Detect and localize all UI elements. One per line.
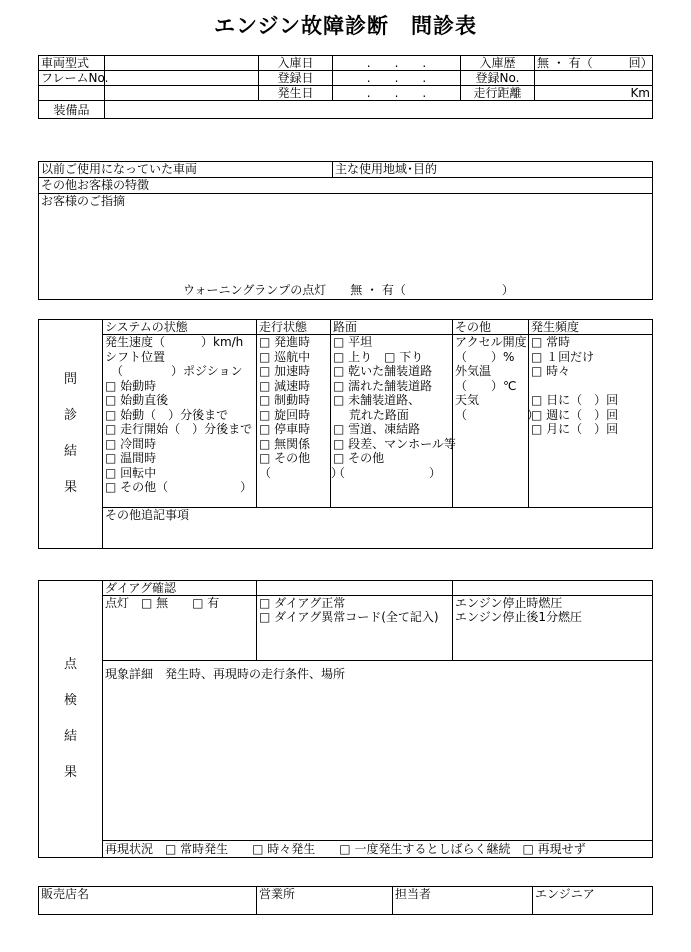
list-item: □ 始動（ ）分後まで <box>105 407 229 422</box>
driving-items[interactable] <box>257 335 344 508</box>
list-item: （ ） <box>259 465 344 480</box>
reproduction-status-label: 再現状況 □ 常時発生 □ 時々発生 □ 一度発生するとしばらく継続 □ 再現せず <box>105 842 586 856</box>
list-item: □ 停車時 <box>259 422 311 436</box>
registration-date-field[interactable]: . . . <box>333 71 461 86</box>
page-title: エンジン故障診断 問診表 <box>214 14 477 38</box>
list-item: □ 濡れた舗装道路 <box>333 378 433 393</box>
footer-table <box>38 886 653 915</box>
frame-label: フレームNo. <box>39 71 105 86</box>
system-items[interactable] <box>103 335 257 508</box>
system-header: システムの状態 <box>103 320 257 335</box>
list-item: （ ）ポジション <box>105 364 243 378</box>
list-item: □ 日に（ ）回 <box>531 393 619 407</box>
lamp-field[interactable] <box>103 596 257 661</box>
additional-notes-label: その他追記事項 <box>105 508 190 522</box>
list-item: □ 上り □ 下り <box>333 349 424 364</box>
warning-lamp-label: ウォーニングランプの点灯 無 ・ 有（ ） <box>183 283 514 297</box>
list-item: □ 雪道、凍結路 <box>333 422 421 436</box>
list-item: □ 無関係 <box>259 436 311 451</box>
engineer-field[interactable] <box>533 887 653 915</box>
reproduction-status-row[interactable] <box>103 841 653 858</box>
list-item: □ １回だけ <box>531 349 595 364</box>
diag-check-label: ダイアグ確認 <box>103 581 257 596</box>
other-header: その他 <box>453 320 529 335</box>
list-item: □ 冷間時 <box>105 436 157 451</box>
model-field[interactable] <box>105 56 259 71</box>
list-item: □ 月に（ ）回 <box>531 422 619 436</box>
phenomenon-detail-label: 現象詳細 発生時、再現時の走行条件、場所 <box>105 667 346 681</box>
mileage-field[interactable]: Km <box>535 86 653 101</box>
equipment-label: 装備品 <box>39 101 105 119</box>
list-item: （ ） <box>455 407 540 422</box>
diag-result-field[interactable] <box>257 596 453 661</box>
list-item: □ 温間時 <box>105 451 157 465</box>
features-label: その他お客様の特徴 <box>39 178 653 194</box>
list-item: □ 常時 <box>531 335 571 349</box>
entry-history-label: 入庫歴 <box>461 56 535 71</box>
registration-no-field[interactable] <box>535 71 653 86</box>
list-item: □ 回転中 <box>105 465 157 480</box>
list-item: □ 未舗装道路、 <box>333 393 421 407</box>
diag-result-header <box>257 581 453 596</box>
blank-label-cell <box>39 86 105 101</box>
previous-vehicle-label: 以前ご使用になっていた車両 <box>39 162 333 178</box>
list-item: □ 時々 <box>531 364 571 378</box>
registration-date-label: 登録日 <box>259 71 333 86</box>
dealer-field[interactable] <box>39 887 257 915</box>
fuel-pressure-header <box>453 581 653 596</box>
list-item: （ ） <box>333 465 442 480</box>
list-item: □ 平坦 <box>333 335 373 349</box>
list-item: □ 週に（ ）回 <box>531 407 619 422</box>
list-item: （ ）% <box>455 349 515 364</box>
driving-header: 走行状態 <box>257 320 331 335</box>
occurrence-date-label: 発生日 <box>259 86 333 101</box>
fuel-pressure-stop-label: エンジン停止時燃圧 <box>455 596 563 610</box>
entry-date-label: 入庫日 <box>259 56 333 71</box>
list-item: □ 巡航中 <box>259 349 311 364</box>
lamp-label: 点灯 □ 無 □ 有 <box>105 596 220 610</box>
frame-field[interactable] <box>105 71 259 86</box>
list-item: □ 制動時 <box>259 393 311 407</box>
list-item: □ 始動時 <box>105 378 157 393</box>
entry-history-field[interactable]: 無 ・ 有（ 回） <box>535 56 653 71</box>
list-item: 外気温 <box>455 364 492 378</box>
fuel-pressure-field[interactable] <box>453 596 653 661</box>
usage-region-label: 主な使用地域･目的 <box>333 162 653 178</box>
phenomenon-detail-field[interactable] <box>103 661 653 841</box>
list-item: □ その他 <box>259 451 311 465</box>
mileage-label: 走行距離 <box>461 86 535 101</box>
person-field[interactable] <box>393 887 533 915</box>
customer-info-table <box>38 161 653 300</box>
diag-abnormal-option[interactable]: □ ダイアグ異常コード(全て記入) <box>259 610 439 624</box>
office-field[interactable] <box>257 887 393 915</box>
entry-date-field[interactable]: . . . <box>333 56 461 71</box>
list-item: □ 段差、マンホール等 <box>333 436 456 451</box>
list-item: □ その他 <box>333 451 385 465</box>
additional-notes-field[interactable] <box>103 508 653 549</box>
frequency-items[interactable] <box>529 335 653 508</box>
diag-normal-option[interactable]: □ ダイアグ正常 <box>259 596 346 610</box>
road-header: 路面 <box>331 320 453 335</box>
list-item <box>531 379 650 394</box>
model-label: 車両型式 <box>39 56 105 71</box>
list-item: アクセル開度 <box>455 335 527 349</box>
other-items[interactable] <box>453 335 540 508</box>
list-item: □ 旋回時 <box>259 407 311 422</box>
occurrence-date-field[interactable]: . . . <box>333 86 461 101</box>
inspection-result-table <box>38 580 653 858</box>
person-label: 担当者 <box>395 887 432 901</box>
registration-no-label: 登録No. <box>461 71 535 86</box>
dealer-label: 販売店名 <box>41 887 90 901</box>
engineer-label: エンジニア <box>535 887 595 901</box>
equipment-field[interactable] <box>105 101 653 119</box>
inspection-section-label: 点 検 結 果 <box>39 581 103 858</box>
interview-section-label: 問 診 結 果 <box>39 320 103 549</box>
list-item: 荒れた路面 <box>333 407 409 422</box>
list-item: □ 始動直後 <box>105 393 169 407</box>
list-item: （ ）℃ <box>455 378 517 393</box>
remarks-label: お客様のご指摘 <box>41 194 126 208</box>
fuel-pressure-1min-label: エンジン停止後1分燃圧 <box>455 610 583 624</box>
list-item: □ 減速時 <box>259 378 311 393</box>
list-item: □ 発進時 <box>259 335 311 349</box>
office-label: 営業所 <box>259 887 296 901</box>
list-item: □ その他（ ） <box>105 480 253 494</box>
list-item: 天気 <box>455 393 480 407</box>
road-items[interactable] <box>331 335 456 508</box>
blank-field-cell[interactable] <box>105 86 259 101</box>
list-item: □ 走行開始（ ）分後まで <box>105 422 253 436</box>
list-item: □ 加速時 <box>259 364 311 378</box>
vehicle-info-table <box>38 55 653 119</box>
frequency-header: 発生頻度 <box>529 320 653 335</box>
list-item: 発生速度（ ）km/h <box>105 335 244 349</box>
list-item: シフト位置 <box>105 349 166 364</box>
interview-result-table <box>38 319 653 549</box>
remarks-field[interactable] <box>39 194 653 300</box>
list-item: □ 乾いた舗装道路 <box>333 364 433 378</box>
